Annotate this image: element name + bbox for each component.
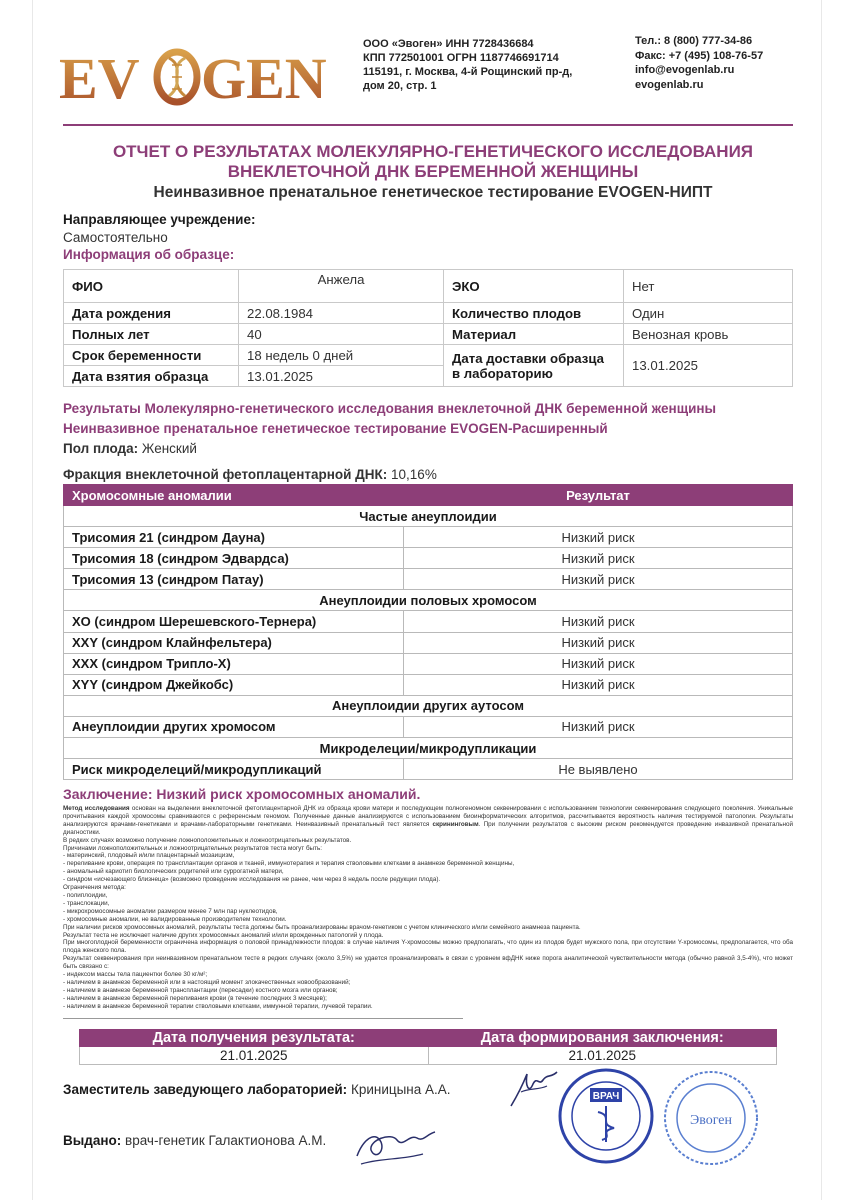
results-subtitle: Неинвазивное пренатальное генетическое тестирование EVOGEN-Расширенный [63,421,608,436]
method-line: - наличием в анамнезе беременной трансплантации (пересадки) костного мозга или органов; [63,986,338,994]
dates-table [79,1029,777,1065]
value-cell: Нет [624,270,793,303]
method-line: - переливание крови, операция по трансплантации органов и тканей, иммунотерапия и терапия стволовыми клетками в анамнезе беременной женщины, [63,860,515,868]
company-stamp-icon [661,1068,761,1168]
value-cell: 18 недель 0 дней [239,345,444,366]
anomaly-name: XYY (синдром Джейкобс) [64,674,404,695]
section-title: Частые анеуплоидии [64,506,793,527]
table-row [64,759,793,780]
anomaly-name: Трисомия 18 (синдром Эдвардса) [64,548,404,569]
stamp-text: ВРАЧ [592,1091,620,1102]
value-cell: Один [624,303,793,324]
method-text: . При получении результатов с высоким риском рекомендуется проведение инвазивной пренатальной диагностики. [63,820,793,836]
method-text: основан на выделении внеклеточной фетоплацентарной ДНК из образца крови матери и последующем полногеномном секвенировании с использованием технологии секвенирования следующего поколения. Уникальные прочитывания каждой хромосомы сравниваются с референсным геномом. Полученные данные анализируются с использованием биоинформатических алгоритмов, рассчитывается вероятность наличия тестируемой патологии. Результаты анализируются врачами-генетиками и врачами-лабораторными генетиками. Неинвазивный пренатальный тест является [63,805,794,828]
table-row [64,569,793,590]
anomaly-name: XXX (синдром Трипло-X) [64,653,404,674]
method-line: - полиплоидии, [63,891,108,899]
anomaly-name: Трисомия 13 (синдром Патау) [64,569,404,590]
company-line: ООО «Эвоген» ИНН 7728436684 [363,38,534,50]
method-line: - транслокации, [63,899,110,907]
conclusion: Заключение: Низкий риск хромосомных аномалий. [63,786,421,802]
section-row [64,506,793,527]
company-line: дом 20, стр. 1 [363,80,437,92]
value-cell: 13.01.2025 [624,345,793,387]
email-link[interactable]: info@evogenlab.ru [635,64,735,76]
method-line: Результат теста не исключает наличие других хромосомных аномалий и/или врожденных патологий у плода. [63,931,384,939]
issued-by [63,1133,326,1148]
method-line: При наличии рисков хромосомных аномалий, результаты теста должны быть проанализированы врачом-генетиком с учетом клинического и/или семейного анамнеза пациента. [63,923,581,931]
method-description [63,805,793,1011]
method-line: - наличием в анамнезе беременной переливания крови (в течение последних 3 месяцев); [63,994,327,1002]
anomaly-result: Низкий риск [404,548,793,569]
deputy-label: Заместитель заведующего лабораторией: [63,1082,348,1097]
fax: Факс: +7 (495) 108-76-57 [635,49,764,62]
method-line: - индексом массы тела пациентки более 30 кг/м²; [63,971,208,979]
stamp-text: Эвоген [689,1113,733,1128]
value-cell: Анжела [239,270,444,303]
method-line: - синдром «исчезающего близнеца» (возможно проведение исследования не ранее, чем через 8 недель после редукции плода). [63,876,441,884]
table-row [64,303,793,324]
contact-details [635,34,825,92]
label-cell: Материал [444,324,624,345]
result-date-value: 21.01.2025 [80,1047,429,1065]
table-row [64,716,793,737]
fetal-sex-label: Пол плода: [63,441,139,456]
anomaly-result: Низкий риск [404,632,793,653]
results-table [63,484,793,780]
table-row [64,548,793,569]
method-line: - микрохромосомные аномалии размером менее 7 млн пар нуклеотидов, [63,907,278,915]
label-cell: ЭКО [444,270,624,303]
section-row [64,695,793,716]
company-line: 115191, г. Москва, 4-й Рощинский пр-д, [363,66,573,78]
label-cell: Количество плодов [444,303,624,324]
header-divider [63,124,793,126]
method-line: В редких случаях возможно получение ложноположительных и ложноотрицательных результатов. [63,836,352,844]
table-row [64,324,793,345]
value-cell: 13.01.2025 [239,366,444,387]
svg-text:EV: EV [59,46,140,111]
referral-label: Направляющее учреждение: [63,212,256,227]
method-line: - материнский, плодовый и/или плацентарный мозаицизм, [63,852,235,860]
issued-label: Выдано: [63,1133,122,1148]
results-title: Результаты Молекулярно-генетического исследования внеклеточной ДНК беременной женщины [63,401,717,416]
anomaly-result: Низкий риск [404,674,793,695]
label-cell: ФИО [64,270,239,303]
method-intro [63,805,793,837]
anomaly-result: Низкий риск [404,527,793,548]
conclusion-date-value: 21.01.2025 [428,1047,777,1065]
method-line: Ограничения метода: [63,884,126,892]
fetal-sex-value: Женский [141,441,197,456]
company-details [363,37,603,93]
column-header: Результат [404,485,793,506]
fetal-fraction-label: Фракция внеклеточной фетоплацентарной ДНК: [63,467,388,482]
method-line: - наличием в анамнезе беременной или в настоящий момент злокачественных новообразований; [63,978,351,986]
label-cell: Дата доставки образца в лабораторию [444,345,624,387]
anomaly-name: XO (синдром Шерешевского-Тернера) [64,611,404,632]
method-line: - наличием в анамнезе беременной терапии стволовыми клетками, иммунной терапии, лучевой терапии. [63,1002,373,1010]
value-cell: Венозная кровь [624,324,793,345]
section-title: Анеуплоидии других аутосом [64,695,793,716]
method-line: Результат секвенирования при неинвазивном пренатальном тесте в редких случаях (около 3,5%) не удается проанализировать в связи с уровнем вфДНК ниже порога аналитической чувствительности метода (обычно равной 3,5-4%), что может быть связано с: [63,955,793,971]
table-row [64,270,793,303]
doctor-stamp-icon [556,1066,656,1166]
label-cell: Полных лет [64,324,239,345]
method-label: Метод исследования [63,805,130,812]
anomaly-result: Низкий риск [404,611,793,632]
sample-info-table [63,269,793,387]
anomaly-result: Низкий риск [404,653,793,674]
table-header [80,1030,777,1047]
report-title [53,142,813,182]
value-cell: 40 [239,324,444,345]
deputy-head [63,1082,451,1097]
fetal-fraction [63,467,437,482]
table-row [64,345,793,366]
signature-icon [503,1066,563,1112]
anomaly-result: Низкий риск [404,716,793,737]
title-line: ОТЧЕТ О РЕЗУЛЬТАТАХ МОЛЕКУЛЯРНО-ГЕНЕТИЧЕСКОГО ИССЛЕДОВАНИЯ [112,142,754,161]
column-header: Хромосомные аномалии [64,485,404,506]
report-subtitle: Неинвазивное пренатальное генетическое тестирование EVOGEN-НИПТ [153,184,713,201]
anomaly-name: XXY (синдром Клайнфельтера) [64,632,404,653]
company-line: КПП 772501001 ОГРН 1187746691714 [363,52,559,64]
table-row [80,1047,777,1065]
table-row [64,632,793,653]
signature-icon [351,1120,441,1170]
fetal-fraction-value: 10,16% [391,467,437,482]
section-title: Анеуплоидии половых хромосом [64,590,793,611]
anomaly-name: Анеуплоидии других хромосом [64,716,404,737]
anomaly-name: Риск микроделеций/микродупликаций [64,759,404,780]
title-line: ВНЕКЛЕТОЧНОЙ ДНК БЕРЕМЕННОЙ ЖЕНЩИНЫ [227,162,639,181]
method-line: - хромосомные аномалии, не валидированные производителем технологии. [63,915,287,923]
phone: Тел.: 8 (800) 777-34-86 [635,35,753,47]
issued-name: врач-генетик Галактионова А.М. [125,1133,327,1148]
conclusion-date-label: Дата формирования заключения: [428,1030,777,1047]
label-cell: Срок беременности [64,345,239,366]
report-page [32,0,822,1200]
section-row [64,590,793,611]
anomaly-result: Не выявлено [404,759,793,780]
sample-section-label: Информация об образце: [63,247,235,262]
website-link[interactable]: evogenlab.ru [635,78,704,91]
method-line: При многоплодной беременности ограничена информация о половой принадлежности плодов: в случае наличия Y-хромосомы можно предполагать, что один из плодов будет мужского пола, при отсутствии Y-хромосомы, предполагается, что оба плода женского пола. [63,939,793,955]
table-row [64,527,793,548]
value-cell: 22.08.1984 [239,303,444,324]
method-line: Причинами ложноположительных и ложноотрицательных результатов теста могут быть: [63,844,322,852]
anomaly-result: Низкий риск [404,569,793,590]
method-divider [63,1018,463,1019]
deputy-name: Криницына А.А. [350,1082,451,1097]
table-row [64,611,793,632]
table-row [64,653,793,674]
method-line: - аномальный кариотип биологических родителей или суррогатной матери, [63,868,284,876]
section-row [64,738,793,759]
table-header [64,485,793,506]
svg-text:GEN: GEN [201,46,327,111]
table-row [64,674,793,695]
method-text: скрининговым [432,820,479,828]
referral-value: Самостоятельно [63,230,168,245]
anomaly-name: Трисомия 21 (синдром Дауна) [64,527,404,548]
fetal-sex [63,441,197,456]
section-title: Микроделеции/микродупликации [64,738,793,759]
logo-graphic [59,40,339,112]
result-date-label: Дата получения результата: [80,1030,429,1047]
evogen-logo [59,40,339,110]
label-cell: Дата взятия образца [64,366,239,387]
label-cell: Дата рождения [64,303,239,324]
